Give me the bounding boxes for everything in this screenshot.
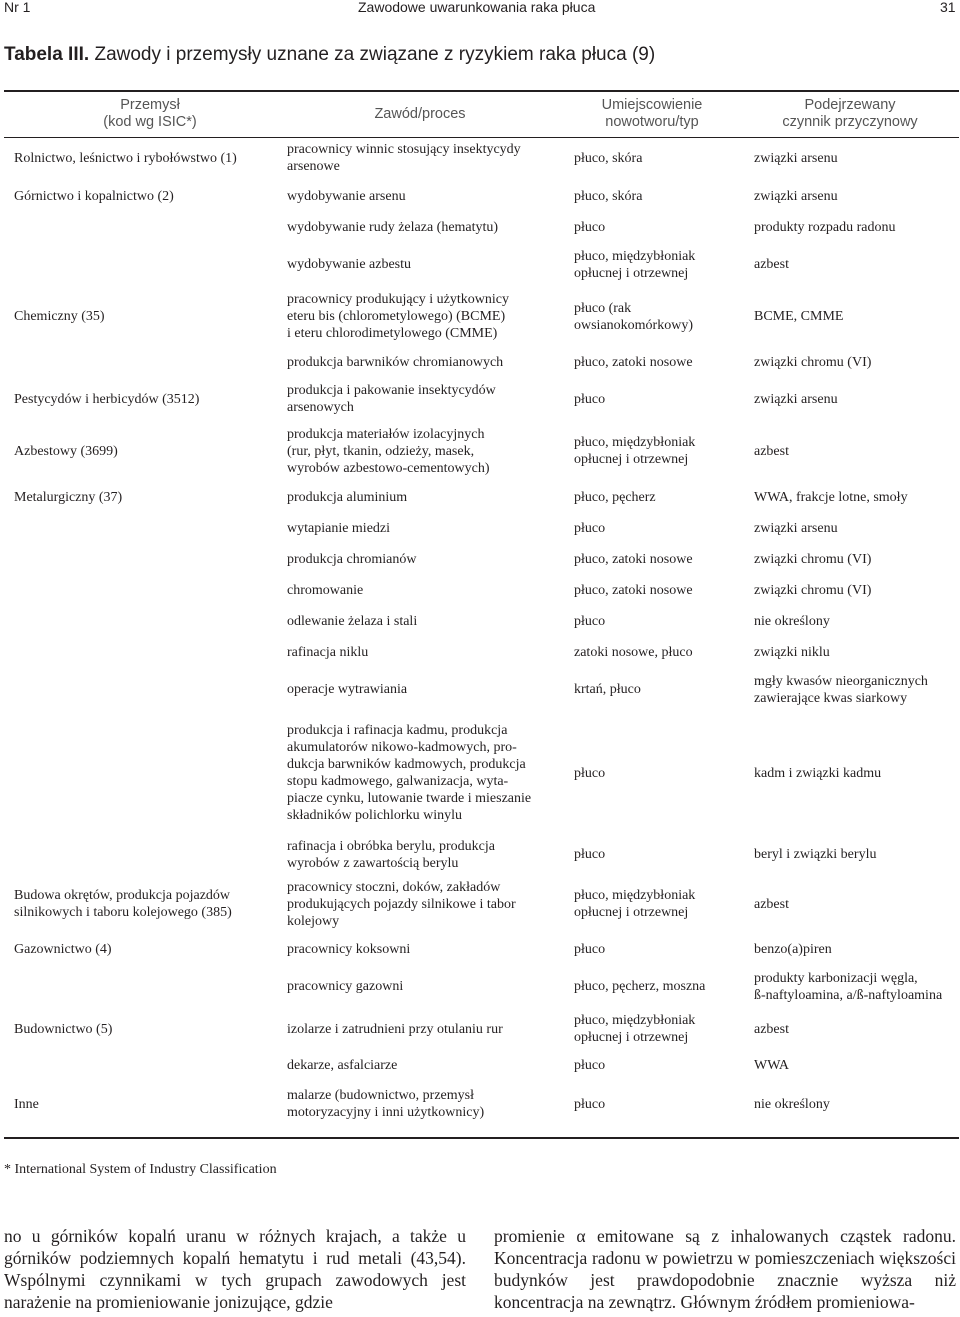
table-body	[4, 135, 959, 1127]
table-row	[4, 668, 959, 711]
cell-agent: nie określony	[754, 1096, 830, 1112]
cell-occupation: pracownicy produkujący i użytkownicy eteru bis (chlorometylowego) (BCME) i eteru chlorodimetylowego (CMME)	[287, 292, 509, 341]
cell-industry: Górnictwo i kopalnictwo (2)	[14, 189, 174, 204]
cell-site: płuco, zatoki nosowe	[574, 552, 693, 567]
cell-occupation: pracownicy stoczni, doków, zakładów produkujących pojazdy silnikowe i tabor kolejowy	[287, 879, 516, 929]
cell-agent: związki chromu (VI)	[754, 583, 872, 598]
cell-agent: beryl i związki berylu	[754, 847, 877, 862]
cell-agent: związki niklu	[754, 645, 830, 660]
table-caption	[4, 44, 655, 66]
cell-agent: związki chromu (VI)	[754, 355, 872, 370]
cell-site: płuco	[574, 847, 606, 862]
column-header-agent: Podejrzewany czynnik przyczynowy	[782, 97, 918, 130]
cell-industry: Budownictwo (5)	[14, 1021, 113, 1037]
table-row	[4, 544, 959, 575]
cell-agent: WWA	[754, 1058, 789, 1073]
table-row	[4, 934, 959, 965]
cell-occupation: rafinacja niklu	[287, 645, 369, 660]
cell-site: płuco	[574, 220, 606, 235]
cell-site: płuco	[574, 765, 606, 781]
cell-agent: azbest	[754, 896, 789, 912]
occupations-table	[4, 135, 959, 1127]
cell-industry	[4, 965, 287, 1008]
cell-industry: Metalurgiczny (37)	[14, 490, 123, 505]
cell-occupation: pracownicy gazowni	[287, 979, 404, 994]
table-top-rule	[4, 90, 959, 92]
cell-occupation: wydobywanie azbestu	[287, 257, 412, 272]
cell-agent: BCME, CMME	[754, 309, 844, 324]
cell-industry: Budowa okrętów, produkcja pojazdów silnikowych i taboru kolejowego (385)	[14, 888, 232, 920]
running-title: Zawodowe uwarunkowania raka płuca	[358, 0, 596, 15]
cell-agent: związki chromu (VI)	[754, 552, 872, 567]
cell-occupation: produkcja chromianów	[287, 552, 417, 567]
cell-industry	[4, 212, 287, 243]
cell-occupation: pracownicy winnic stosujący insektycydy arsenowe	[287, 142, 521, 174]
table-row	[4, 637, 959, 668]
cell-site: płuco, międzybłoniak opłucnej i otrzewnej	[574, 248, 696, 281]
cell-occupation: wytapianie miedzi	[287, 521, 391, 536]
cell-site: płuco, międzybłoniak opłucnej i otrzewnej	[574, 435, 696, 467]
cell-site: płuco	[574, 614, 606, 629]
column-header-site: Umiejscowienie nowotworu/typ	[601, 97, 703, 130]
cell-industry: Rolnictwo, leśnictwo i rybołówstwo (1)	[14, 150, 237, 166]
cell-site: płuco, międzybłoniak opłucnej i otrzewnej	[574, 1013, 696, 1045]
cell-industry	[4, 347, 287, 378]
table-row	[4, 1008, 959, 1050]
table-row	[4, 965, 959, 1008]
table-row	[4, 181, 959, 212]
cell-site: płuco, pęcherz	[574, 490, 656, 505]
cell-site: płuco (rak owsianokomórkowy)	[574, 300, 693, 333]
table-row	[4, 135, 959, 181]
cell-agent: WWA, frakcje lotne, smoły	[754, 490, 908, 505]
cell-industry: Chemiczny (35)	[14, 309, 105, 324]
table-row	[4, 711, 959, 835]
cell-industry	[4, 575, 287, 606]
cell-industry	[4, 1050, 287, 1081]
table-title: Zawody i przemysły uznane za związane z ryzykiem raka płuca (9)	[89, 44, 656, 65]
cell-occupation: chromowanie	[287, 583, 364, 598]
cell-occupation: pracownicy koksowni	[287, 942, 411, 957]
cell-occupation: odlewanie żelaza i stali	[287, 614, 418, 629]
column-header-industry: Przemysł (kod wg ISIC*)	[103, 97, 197, 130]
table-row	[4, 482, 959, 513]
cell-site: płuco, pęcherz, moszna	[574, 979, 706, 994]
page-number: 31	[940, 0, 956, 15]
cell-occupation: operacje wytrawiania	[287, 682, 408, 697]
cell-site: zatoki nosowe, płuco	[574, 645, 693, 660]
body-text-right: promienie α emitowane są z inhalowanych cząstek radonu. Koncentracja radonu w powietrzu w pomieszczeniach większości budynków jest prawdopodobnie znacznie wyższa niż koncentracja na zewnątrz. Głównym źródłem promieniowa-	[494, 1226, 956, 1312]
cell-site: płuco, zatoki nosowe	[574, 355, 693, 370]
cell-occupation: produkcja materiałów izolacyjnych (rur, płyt, tkanin, odzieży, masek, wyrobów azbestowo-cementowych)	[287, 426, 490, 476]
cell-industry	[4, 606, 287, 637]
table-row	[4, 606, 959, 637]
cell-occupation: izolarze i zatrudnieni przy otulaniu rur	[287, 1021, 503, 1037]
cell-site: płuco	[574, 1058, 606, 1073]
cell-occupation: rafinacja i obróbka berylu, produkcja wyrobów z zawartością berylu	[287, 838, 495, 871]
cell-industry: Azbestowy (3699)	[14, 443, 118, 459]
cell-occupation: wydobywanie rudy żelaza (hematytu)	[287, 220, 499, 235]
cell-site: płuco	[574, 521, 606, 536]
cell-site: płuco	[574, 942, 606, 957]
cell-industry	[4, 637, 287, 668]
cell-agent: azbest	[754, 257, 789, 272]
column-header-occupation: Zawód/proces	[374, 106, 466, 122]
table-row	[4, 378, 959, 420]
table-row	[4, 1081, 959, 1127]
table-row	[4, 874, 959, 934]
table-row	[4, 347, 959, 378]
cell-agent: nie określony	[754, 614, 830, 629]
cell-agent: produkty karbonizacji węgla, ß-naftyloamina, a/ß-naftyloamina	[754, 970, 943, 1003]
cell-agent: związki arsenu	[754, 150, 838, 166]
footnote: * International System of Industry Classification	[4, 1162, 277, 1177]
cell-agent: mgły kwasów nieorganicznych zawierające kwas siarkowy	[754, 673, 928, 706]
cell-site: płuco	[574, 391, 606, 407]
cell-industry	[4, 513, 287, 544]
cell-agent: kadm i związki kadmu	[754, 765, 882, 781]
cell-site: płuco, zatoki nosowe	[574, 583, 693, 598]
cell-industry: Pestycydów i herbicydów (3512)	[14, 391, 200, 407]
table-row	[4, 420, 959, 482]
cell-occupation: wydobywanie arsenu	[287, 189, 406, 204]
cell-industry	[4, 544, 287, 575]
table-bottom-rule	[4, 1137, 959, 1139]
cell-occupation: produkcja aluminium	[287, 490, 408, 505]
cell-site: płuco	[574, 1096, 606, 1112]
cell-agent: azbest	[754, 1021, 789, 1037]
cell-occupation: produkcja barwników chromianowych	[287, 355, 504, 370]
cell-occupation: produkcja i pakowanie insektycydów arsenowych	[287, 383, 496, 415]
cell-agent: związki arsenu	[754, 189, 838, 204]
table-row	[4, 513, 959, 544]
table-row	[4, 835, 959, 874]
cell-agent: azbest	[754, 443, 789, 459]
cell-agent: produkty rozpadu radonu	[754, 220, 896, 235]
cell-industry	[4, 835, 287, 874]
cell-industry: Gazownictwo (4)	[14, 942, 112, 957]
cell-occupation: malarze (budownictwo, przemysł motoryzacyjny i inni użytkownicy)	[287, 1088, 485, 1120]
cell-industry: Inne	[14, 1096, 39, 1112]
cell-site: krtań, płuco	[574, 682, 641, 697]
cell-site: płuco, międzybłoniak opłucnej i otrzewnej	[574, 888, 696, 920]
table-label: Tabela III.	[4, 44, 90, 65]
table-row	[4, 286, 959, 347]
cell-agent: benzo(a)piren	[754, 942, 832, 957]
cell-site: płuco, skóra	[574, 150, 643, 166]
cell-industry	[4, 711, 287, 835]
cell-industry	[4, 668, 287, 711]
body-text-left: no u górników kopalń uranu w różnych krajach, a także u górników podziemnych kopalń hematytu i rud metali (43,54). Wspólnymi czynnikami w tych grupach zawodowych jest narażenie na promieniowanie jonizujące, gdzie	[4, 1226, 466, 1312]
cell-occupation: produkcja i rafinacja kadmu, produkcja akumulatorów nikowo-kadmowych, pro- dukcja barwników kadmowych, produkcja stopu kadmowego, galwanizacja, wyta- piacze cynku, lutowanie twarde i mieszanie składników polichlorku winylu	[287, 723, 532, 823]
cell-site: płuco, skóra	[574, 189, 643, 204]
cell-agent: związki arsenu	[754, 521, 838, 536]
table-row	[4, 575, 959, 606]
table-row	[4, 1050, 959, 1081]
cell-industry	[4, 243, 287, 286]
table-row	[4, 243, 959, 286]
table-row	[4, 212, 959, 243]
issue-number: Nr 1	[4, 0, 31, 15]
cell-agent: związki arsenu	[754, 391, 838, 407]
running-header	[0, 0, 960, 14]
cell-occupation: dekarze, asfalciarze	[287, 1058, 398, 1073]
